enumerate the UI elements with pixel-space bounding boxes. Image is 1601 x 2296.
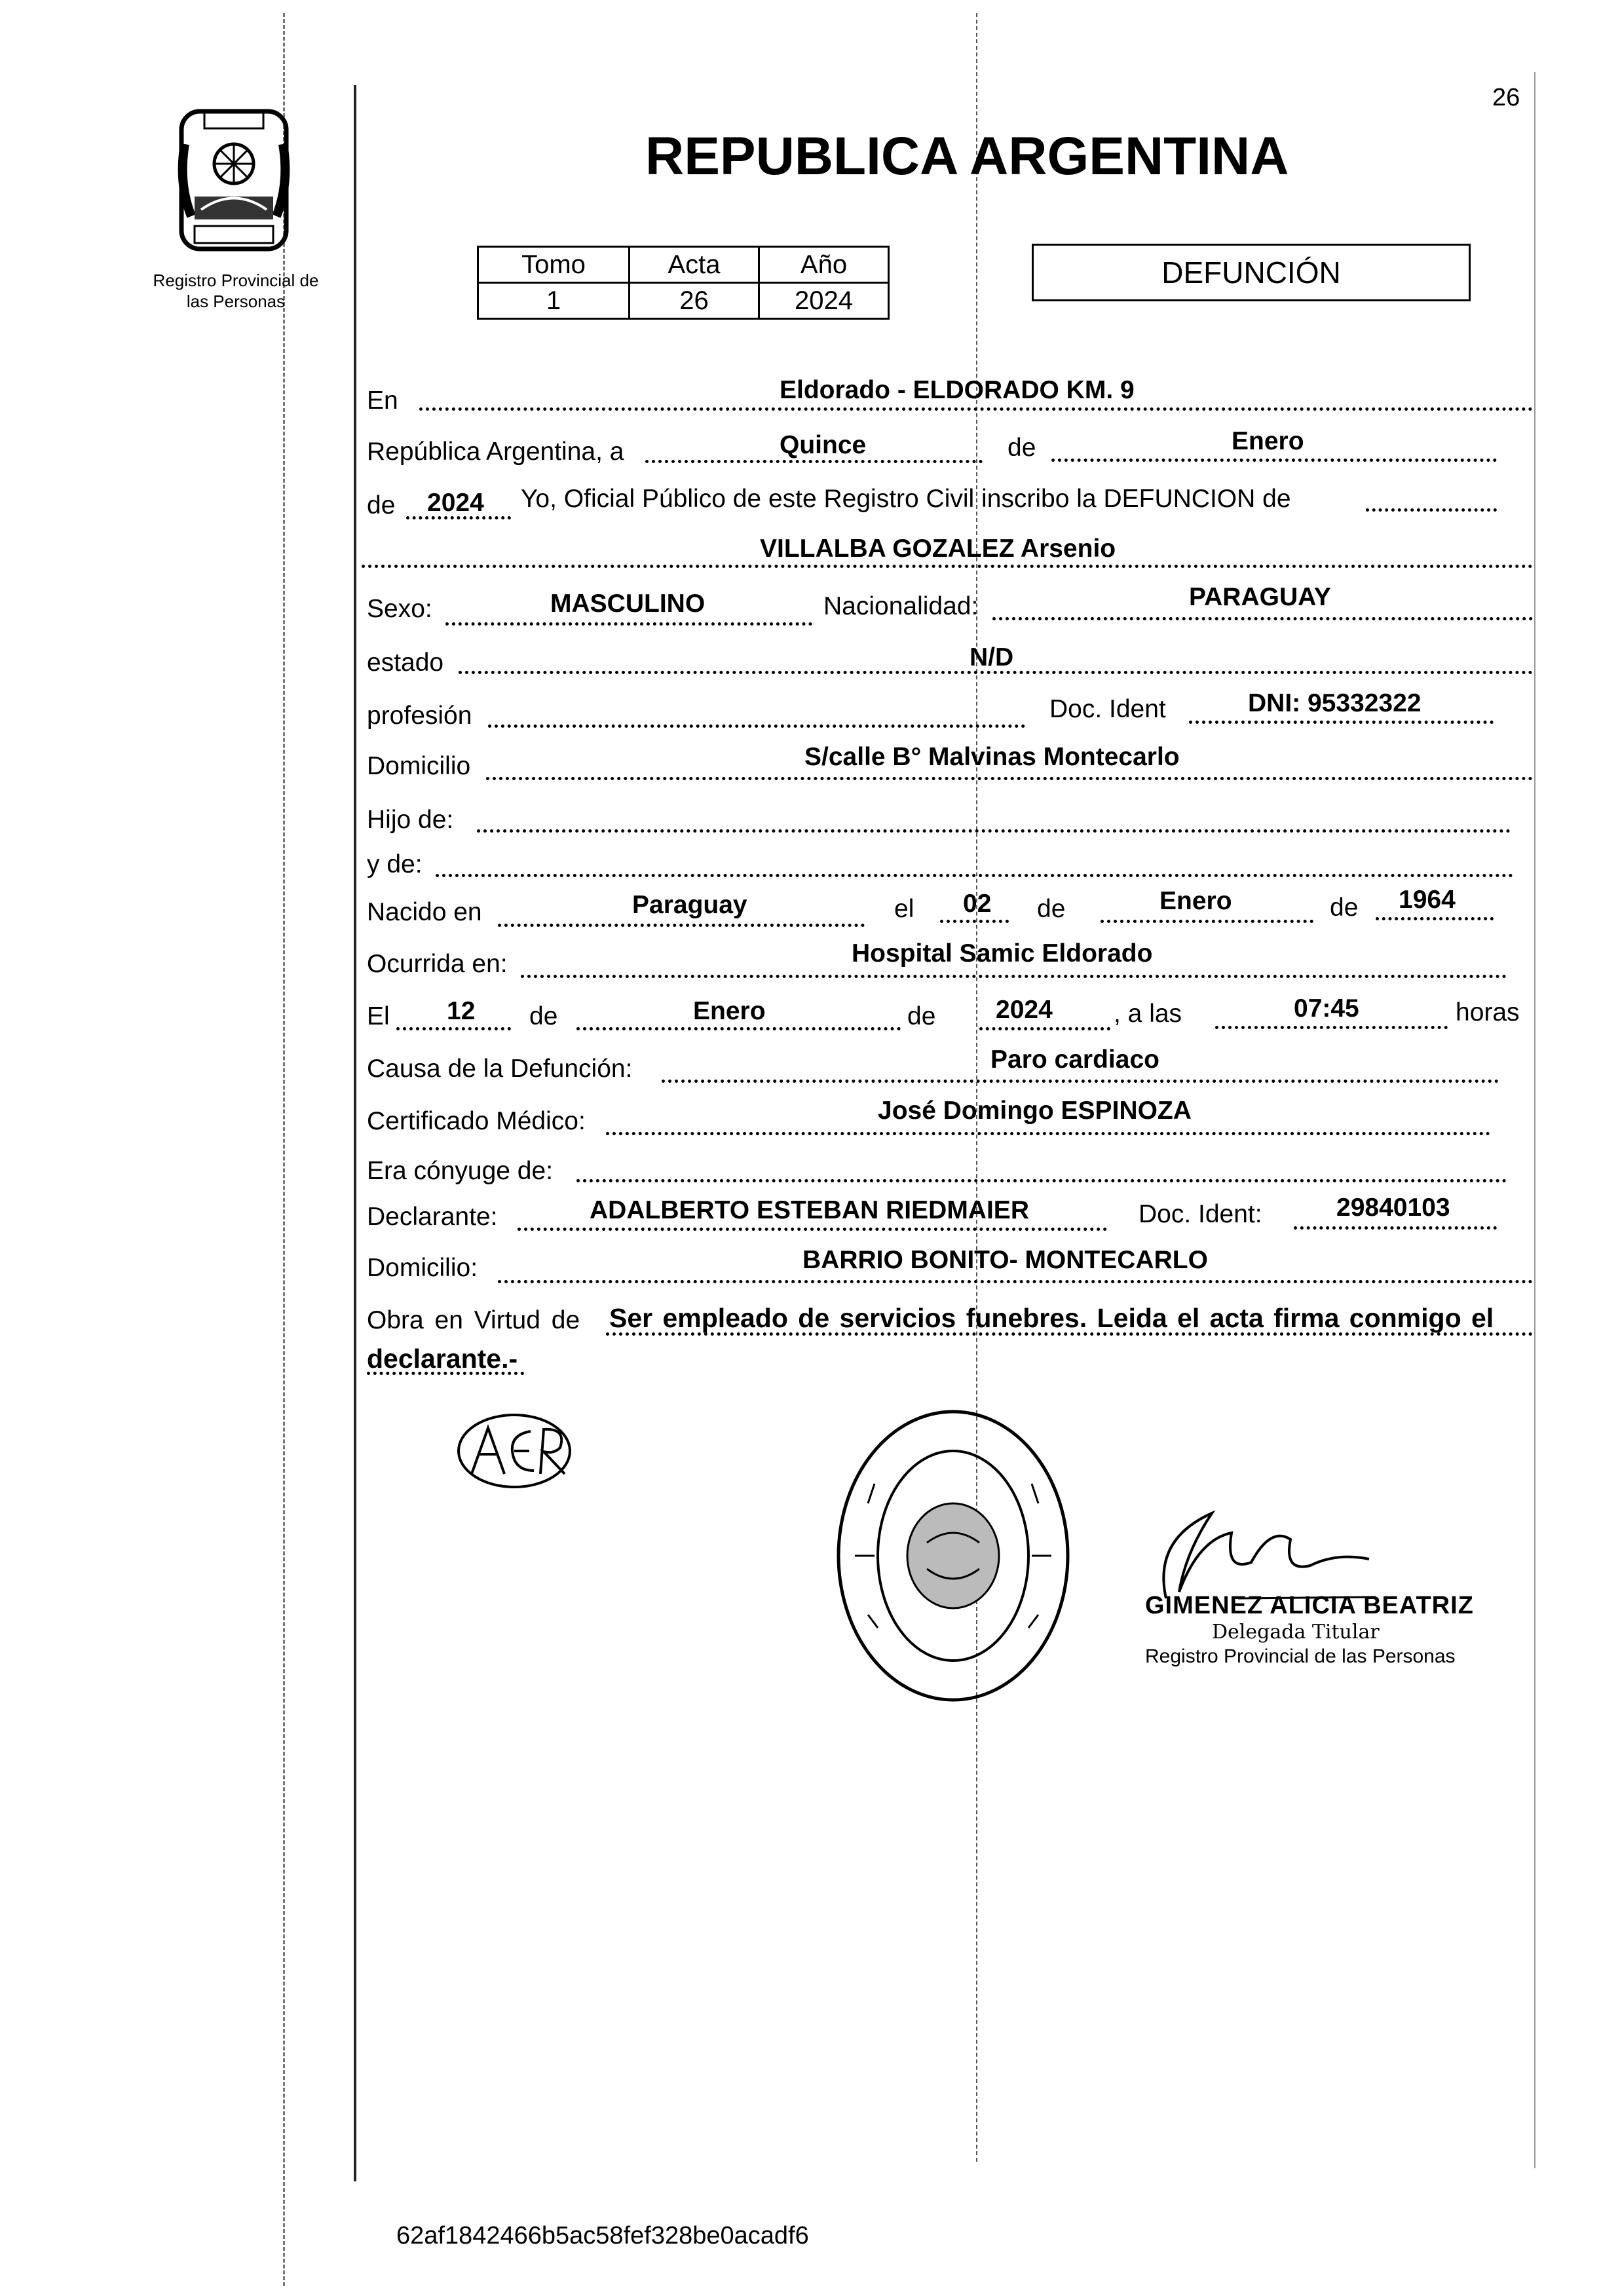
record-header-acta: Acta	[630, 247, 759, 283]
label-doc-ident: Doc. Ident	[1049, 695, 1166, 723]
value-domicilio: S/calle B° Malvinas Montecarlo	[804, 743, 1180, 771]
page-title: REPUBLICA ARGENTINA	[645, 126, 1289, 186]
label-de-6: de	[907, 1002, 936, 1030]
label-nacionalidad: Nacionalidad:	[823, 592, 979, 620]
dots-obra-2	[367, 1372, 524, 1375]
dots-declarante-doc	[1294, 1226, 1497, 1230]
official-org: Registro Provincial de las Personas	[1145, 1646, 1456, 1667]
label-doc-ident-2: Doc. Ident:	[1139, 1200, 1262, 1228]
dots-dia	[645, 460, 983, 463]
registry-name	[138, 270, 334, 312]
left-margin-dash-rule	[283, 13, 285, 2286]
label-de-5: de	[529, 1002, 558, 1030]
misiones-emblem-icon	[165, 105, 303, 255]
dots-nac-dia	[940, 920, 1009, 923]
dots-sexo	[445, 622, 812, 626]
dots-declarante-domicilio	[498, 1280, 1533, 1283]
dots-y-de	[436, 874, 1513, 877]
official-role: Delegada Titular	[1212, 1621, 1380, 1644]
label-conyuge: Era cónyuge de:	[367, 1157, 554, 1185]
value-mes: Enero	[1232, 427, 1304, 455]
dots-nacionalidad	[992, 617, 1533, 620]
dots-domicilio	[486, 777, 1533, 780]
dots-nac-mes	[1101, 920, 1313, 923]
label-en: En	[367, 386, 398, 415]
dots-def-dia	[396, 1027, 511, 1030]
value-causa: Paro cardiaco	[990, 1045, 1159, 1074]
value-def-mes: Enero	[693, 997, 766, 1025]
label-obra: Obra en Virtud de	[367, 1306, 580, 1334]
dots-mes	[1051, 459, 1497, 462]
label-causa: Causa de la Defunción:	[367, 1055, 633, 1083]
value-declarante-domicilio: BARRIO BONITO- MONTECARLO	[802, 1246, 1208, 1274]
dots-nac-anio	[1376, 917, 1494, 920]
label-profesion: profesión	[367, 702, 472, 730]
value-nombre: VILLALBA GOZALEZ Arsenio	[760, 535, 1116, 563]
dots-def-hora	[1215, 1026, 1448, 1029]
record-table	[477, 246, 890, 320]
doc-type-box	[1032, 244, 1471, 301]
label-yo-oficial: Yo, Oficial Público de este Registro Civil inscribo la DEFUNCION de	[521, 485, 1291, 513]
dots-certificado	[606, 1132, 1490, 1135]
label-el-cap: El	[367, 1002, 390, 1030]
value-def-anio: 2024	[996, 996, 1053, 1024]
label-de-1: de	[1008, 434, 1036, 462]
label-de-4: de	[1330, 894, 1359, 922]
label-estado: estado	[367, 649, 444, 677]
dots-lugar	[419, 407, 1533, 411]
label-de-3: de	[1037, 895, 1066, 923]
label-a-las: , a las	[1114, 1000, 1182, 1028]
label-declarante: Declarante:	[367, 1203, 498, 1231]
dots-nacido-en-line	[498, 924, 865, 927]
registry-line-2: las Personas	[186, 292, 286, 311]
registry-line-1: Registro Provincial de	[153, 271, 319, 290]
value-nac-dia: 02	[963, 890, 992, 918]
label-nacido-en: Nacido en	[367, 898, 482, 926]
value-estado: N/D	[970, 643, 1014, 671]
registry-stamp-icon	[829, 1405, 1078, 1706]
dots-defuncion-de	[1366, 508, 1497, 512]
dots-def-mes	[576, 1027, 901, 1030]
doc-type-label: DEFUNCIÓN	[1161, 255, 1341, 290]
value-anio: 2024	[427, 489, 484, 517]
value-sexo: MASCULINO	[550, 590, 706, 618]
label-el: el	[894, 895, 914, 923]
value-nacionalidad: PARAGUAY	[1189, 583, 1331, 611]
label-horas: horas	[1456, 998, 1520, 1026]
value-nac-mes: Enero	[1159, 887, 1232, 915]
dots-doc-ident	[1189, 721, 1494, 724]
dots-declarante	[518, 1228, 1107, 1231]
center-fold-rule	[976, 13, 977, 2162]
label-ocurrida-en: Ocurrida en:	[367, 950, 508, 978]
dots-obra-1	[606, 1332, 1533, 1336]
record-header-anio: Año	[759, 247, 889, 283]
value-ocurrida-en: Hospital Samic Eldorado	[852, 939, 1153, 968]
form-left-border	[354, 85, 356, 2181]
value-dia-letras: Quince	[780, 431, 867, 459]
dots-nombre	[362, 565, 1533, 568]
record-value-anio: 2024	[759, 283, 889, 319]
declarant-initials-mark	[452, 1408, 576, 1494]
label-certificado: Certificado Médico:	[367, 1107, 586, 1135]
record-value-tomo: 1	[478, 283, 630, 319]
label-y-de: y de:	[367, 850, 423, 878]
value-obra-line1: Ser empleado de servicios funebres. Leida el acta firma conmigo el	[609, 1303, 1494, 1333]
label-de-2: de	[367, 491, 396, 519]
record-header-tomo: Tomo	[478, 247, 630, 283]
right-margin-rule	[1534, 72, 1535, 2168]
dots-hijo-de	[477, 829, 1511, 833]
value-certificado: José Domingo ESPINOZA	[878, 1097, 1192, 1125]
value-lugar: Eldorado - ELDORADO KM. 9	[780, 376, 1135, 404]
record-value-row	[478, 283, 889, 319]
record-value-acta: 26	[630, 283, 759, 319]
dots-conyuge	[576, 1179, 1507, 1182]
dots-causa	[662, 1080, 1499, 1083]
label-domicilio: Domicilio	[367, 752, 471, 780]
value-obra-line2: declarante.-	[367, 1344, 518, 1374]
label-sexo: Sexo:	[367, 595, 432, 623]
value-declarante-doc: 29840103	[1336, 1194, 1450, 1222]
value-def-dia: 12	[447, 997, 476, 1025]
dots-ocurrida-en	[521, 975, 1507, 978]
value-nacido-en: Paraguay	[632, 891, 747, 919]
label-republica-a: República Argentina, a	[367, 438, 624, 466]
dots-def-anio	[979, 1027, 1110, 1030]
value-nac-anio: 1964	[1399, 886, 1456, 914]
page-number: 26	[1492, 84, 1520, 111]
record-header-row	[478, 247, 889, 283]
label-domicilio-2: Domicilio:	[367, 1254, 478, 1282]
document-hash: 62af1842466b5ac58fef328be0acadf6	[396, 2222, 809, 2249]
label-hijo-de: Hijo de:	[367, 806, 454, 834]
official-name: GIMENEZ ALICIA BEATRIZ	[1145, 1592, 1474, 1619]
value-doc-ident: DNI: 95332322	[1248, 689, 1422, 717]
value-declarante: ADALBERTO ESTEBAN RIEDMAIER	[590, 1196, 1029, 1224]
dots-profesion	[488, 725, 1025, 728]
value-def-hora: 07:45	[1294, 994, 1359, 1023]
